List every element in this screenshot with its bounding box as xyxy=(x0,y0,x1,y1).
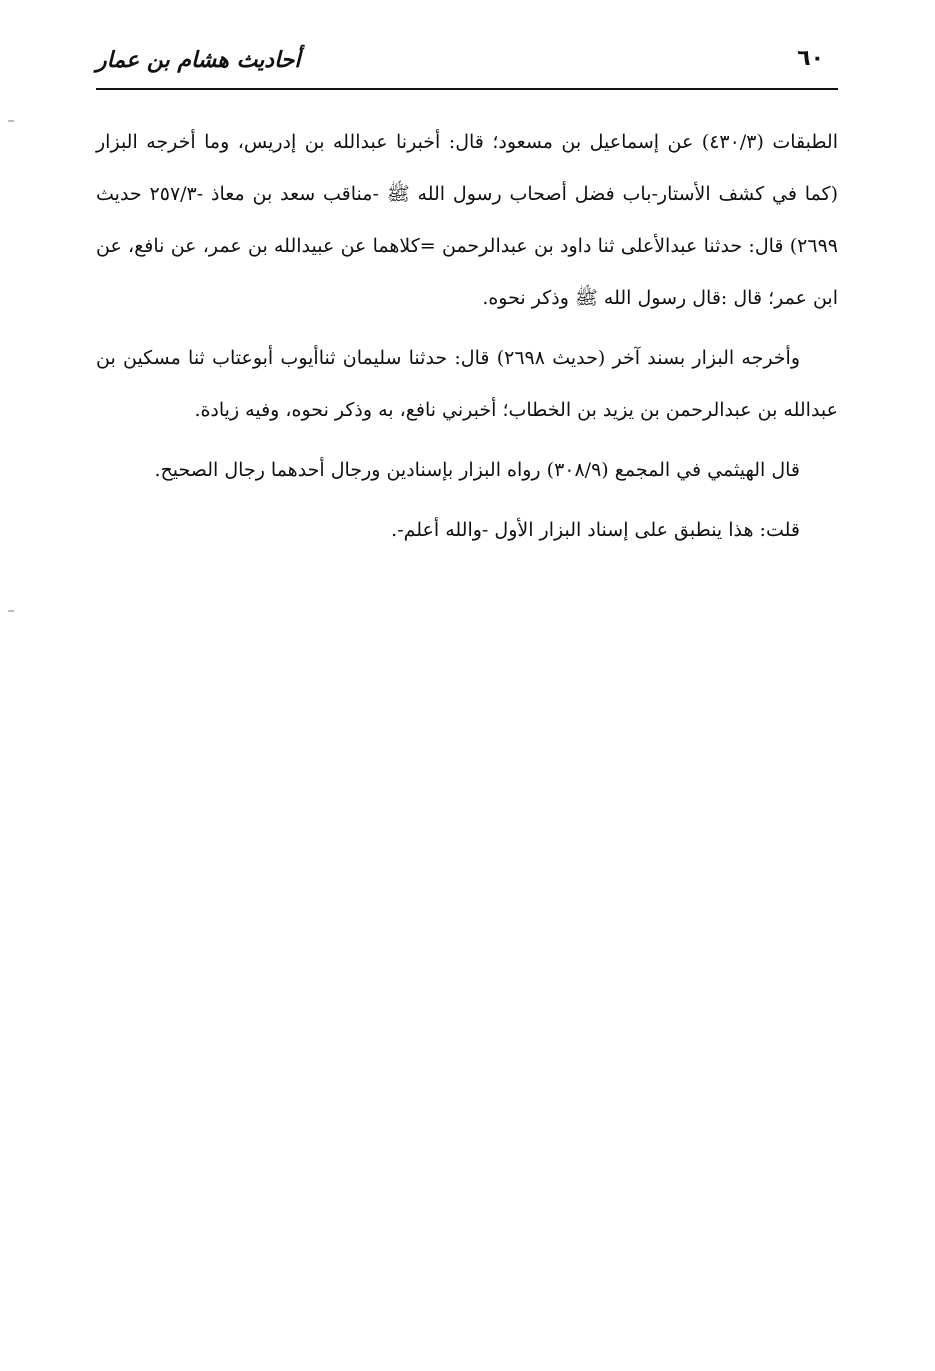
page-number: ٦٠ xyxy=(797,46,824,71)
book-title: أحاديث هشام بن عمار xyxy=(96,48,301,73)
margin-mark xyxy=(8,610,14,612)
paragraph: وأخرجه البزار بسند آخر (حديث ٢٦٩٨) قال: حدثنا سليمان ثناأيوب أبوعتاب ثنا مسكين بن عبدالله بن عبدالرحمن بن يزيد بن الخطاب؛ أخبرني نافع، به وذكر نحوه، وفيه زيادة. xyxy=(96,347,838,421)
page-header xyxy=(96,42,838,86)
body-text xyxy=(96,116,838,564)
paragraph: قال الهيثمي في المجمع (٣٠٨/٩) رواه البزار بإسنادين ورجال أحدهما رجال الصحيح. xyxy=(154,459,800,481)
header-rule xyxy=(96,88,838,90)
margin-mark xyxy=(8,120,14,122)
paragraph: الطبقات (٤٣٠/٣) عن إسماعيل بن مسعود؛ قال: أخبرنا عبدالله بن إدريس، وما أخرجه البزار (كما في كشف الأستار-باب فضل أصحاب رسول الله ﷺ -مناقب سعد بن معاذ -٢٥٧/٣ حديث ٢٦٩٩) قال: حدثنا عبدالأعلى ثنا داود بن عبدالرحمن =كلاهما عن عبيدالله بن عمر، عن نافع، عن ابن عمر؛ قال :قال رسول الله ﷺ وذكر نحوه. xyxy=(96,131,839,309)
paragraph: قلت: هذا ينطبق على إسناد البزار الأول -والله أعلم-. xyxy=(391,519,800,541)
